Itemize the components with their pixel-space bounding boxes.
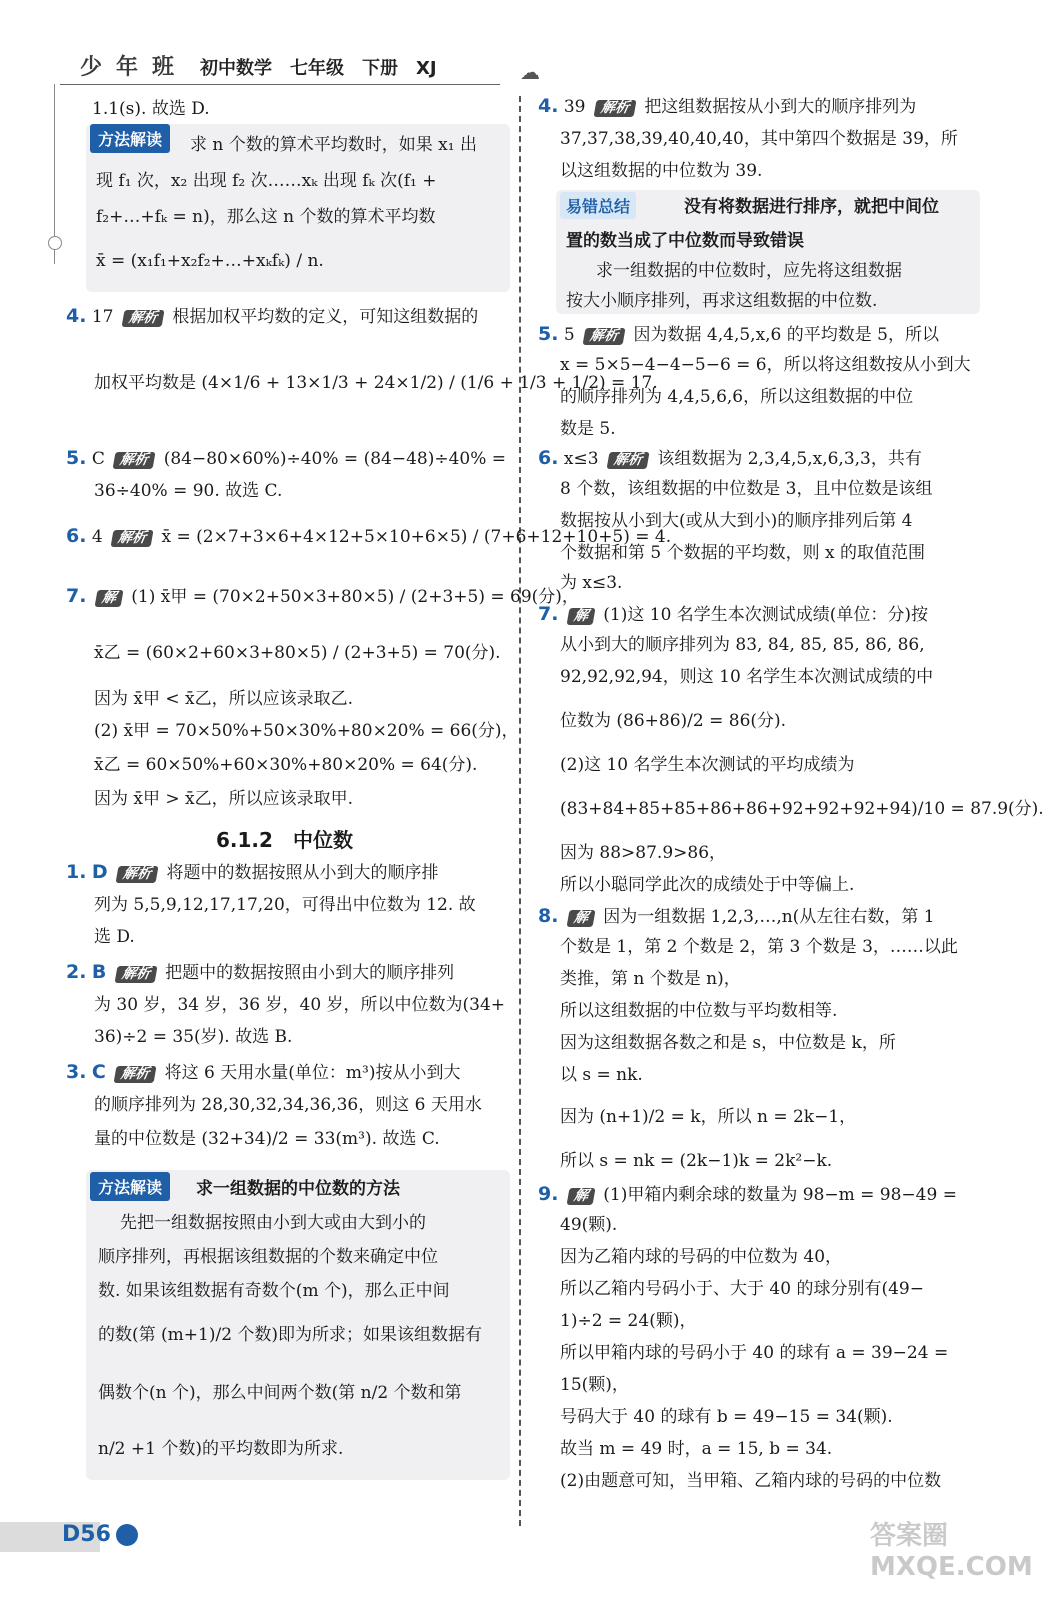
page-number: D56 [62,1522,111,1547]
r7-line-1: (1)这 10 名学生本次测试成绩(单位：分)按 [603,605,929,625]
q7-jie-tag: 解 [94,590,123,607]
s2-line-3: 36)÷2 = 35(岁). 故选 B. [94,1027,293,1047]
q5-answer: C [91,449,105,469]
r9-line-2: 49(颗). [560,1215,618,1235]
cloud-icon: ☁ [520,60,540,84]
s2-line-2: 为 30 岁，34 岁，36 岁，40 岁，所以中位数为(34+ [94,995,506,1015]
s1-line-3: 选 D. [94,927,135,947]
r7-line-5: (2)这 10 名学生本次测试的平均成绩为 [560,755,855,775]
r4-jiexi-tag: 解析 [593,100,636,117]
r6-line-3: 数据按从小到大(或从大到小)的顺序排列后第 4 [560,511,913,531]
method-box-1-line-2: 现 f₁ 次，x₂ 出现 f₂ 次……xₖ 出现 fₖ 次(f₁ + [96,171,437,191]
r4-number: 4. [538,95,559,117]
logo-char-3: 班 [152,55,175,80]
q7-line-4: (2) x̄甲 = 70×50%+50×30%+80×20% = 66(分)， [94,721,519,741]
s3-jiexi-tag: 解析 [114,1066,157,1083]
r8-line-2: 个数是 1，第 2 个数是 2，第 3 个数是 3，……以此 [560,937,958,957]
s1-line-1: 将题中的数据按照从小到大的顺序排 [166,863,439,883]
q7-number: 7. [66,585,87,607]
r7-line-6: (83+84+85+85+86+86+92+92+92+94)/10 = 87.9(分). [560,799,1044,819]
r8-number: 8. [538,905,559,927]
r8-line-8: 所以 s = nk = (2k−1)k = 2k²−k. [560,1151,833,1171]
watermark: 答案圈 MXQE.COM [870,1521,1033,1582]
s1-jiexi-tag: 解析 [116,866,159,883]
r5-line-2: x = 5×5−4−4−5−6 = 6，所以将这组数按从小到大 [560,355,971,375]
r6-line-2: 8 个数，该组数据的中位数是 3，且中位数是该组 [560,479,933,499]
q7-line-6: 因为 x̄甲 > x̄乙，所以应该录取甲. [94,789,354,809]
method-box-2-line-5: 偶数个(n 个)，那么中间两个数(第 n/2 个数和第 [98,1383,462,1403]
r5-block [538,324,939,345]
q6-number: 6. [66,525,87,547]
q7-block [66,586,579,607]
method-box-1-line-1: 求 n 个数的算术平均数时，如果 x₁ 出 [190,135,477,155]
s1-block [66,862,438,883]
q6-answer: 4 [91,527,103,547]
r7-line-3: 92,92,92,94，则这 10 名学生本次测试成绩的中 [560,667,934,687]
q4-block [66,306,478,327]
r8-line-1: 因为一组数据 1,2,3,…,n(从左往右数，第 1 [603,907,935,927]
r5-line-3: 的顺序排列为 4,4,5,6,6，所以这组数据的中位 [560,387,914,407]
yicuo-line-1: 没有将数据进行排序，就把中间位 [684,197,939,217]
method-box-2-line-2: 顺序排列，再根据该组数据的个数来确定中位 [98,1247,438,1267]
r6-line-4: 个数据和第 5 个数据的平均数，则 x 的取值范围 [560,543,926,563]
logo [60,48,210,80]
r6-answer: x≤3 [563,449,599,469]
q5-block [66,448,506,469]
logo-char-1: 少 [80,55,103,80]
r9-line-3: 因为乙箱内球的号码的中位数为 40， [560,1247,843,1267]
left-line-1: 1.1(s). 故选 D. [92,99,210,119]
q4-number: 4. [66,305,87,327]
r7-line-8: 所以小聪同学此次的成绩处于中等偏上. [560,875,855,895]
r9-line-1: (1)甲箱内剩余球的数量为 98−m = 98−49 = [603,1185,957,1205]
r9-line-4: 所以乙箱内号码小于、大于 40 的球分别有(49− [560,1279,924,1299]
r8-line-3: 类推，第 n 个数是 n)， [560,969,741,989]
r6-jiexi-tag: 解析 [606,452,649,469]
footer-circle-icon [116,1524,138,1546]
yicuo-line-2: 置的数当成了中位数而导致错误 [566,231,804,251]
q5-line-1: (84−80×60%)÷40% = (84−48)÷40% = [163,449,507,469]
r8-line-4: 所以这组数据的中位数与平均数相等. [560,1001,838,1021]
yicuo-tag: 易错总结 [560,192,636,219]
page-header [60,48,550,84]
logo-char-2: 年 [116,55,139,80]
r4-line-3: 以这组数据的中位数为 39. [560,161,763,181]
r8-block [538,906,935,927]
r9-line-6: 所以甲箱内球的号码小于 40 的球有 a = 39−24 = [560,1343,949,1363]
r6-block [538,448,922,469]
q5-line-2: 36÷40% = 90. 故选 C. [94,481,283,501]
method-box-2-title: 求一组数据的中位数的方法 [196,1179,400,1199]
method-box-2-line-4: 的数(第 (m+1)/2 个数)即为所求；如果该组数据有 [98,1325,483,1345]
q4-answer: 17 [91,307,114,327]
r5-answer: 5 [563,325,575,345]
r9-block [538,1184,957,1205]
r7-jie-tag: 解 [566,608,595,625]
s3-line-2: 的顺序排列为 28,30,32,34,36,36，则这 6 天用水 [94,1095,482,1115]
method-box-2-line-6: n/2 +1 个数)的平均数即为所求. [98,1439,344,1459]
r4-line-1: 把这组数据按从小到大的顺序排列为 [644,97,917,117]
yicuo-line-3: 求一组数据的中位数时，应先将这组数据 [596,261,902,281]
r5-jiexi-tag: 解析 [583,328,626,345]
r8-jie-tag: 解 [566,910,595,927]
q5-jiexi-tag: 解析 [113,452,156,469]
s1-number: 1. [66,861,87,883]
s2-answer: B [91,961,107,983]
method-box-2-line-1: 先把一组数据按照由小到大或由大到小的 [120,1213,426,1233]
s2-block [66,962,454,983]
q4-jiexi-tag: 解析 [121,310,164,327]
r8-line-5: 因为这组数据各数之和是 s，中位数是 k，所 [560,1033,896,1053]
r4-answer: 39 [563,97,586,117]
q7-line-2: x̄乙 = (60×2+60×3+80×5) / (2+3+5) = 70(分). [94,643,501,663]
r6-line-5: 为 x≤3. [560,573,623,593]
r7-line-4: 位数为 (86+86)/2 = 86(分). [560,711,787,731]
header-rule [60,84,500,85]
r8-line-7: 因为 (n+1)/2 = k，所以 n = 2k−1， [560,1107,857,1127]
q7-line-1: (1) x̄甲 = (70×2+50×3+80×5) / (2+3+5) = 69(分)， [131,587,579,607]
method-box-1-line-4: x̄ = (x₁f₁+x₂f₂+…+xₖfₖ) / n. [96,251,324,271]
r7-block [538,604,928,625]
r4-line-2: 37,37,38,39,40,40,40，其中第四个数据是 39，所 [560,129,958,149]
r6-number: 6. [538,447,559,469]
q6-jiexi-tag: 解析 [111,530,154,547]
s2-number: 2. [66,961,87,983]
r9-line-7: 15(颗)， [560,1375,629,1395]
method-box-2-tag: 方法解读 [90,1172,170,1201]
yicuo-line-4: 按大小顺序排列，再求这组数据的中位数. [566,291,878,311]
r9-line-5: 1)÷2 = 24(颗)， [560,1311,697,1331]
r6-line-1: 该组数据为 2,3,4,5,x,6,3,3，共有 [657,449,922,469]
r8-line-6: 以 s = nk. [560,1065,643,1085]
s2-line-1: 把题中的数据按照由小到大的顺序排列 [165,963,455,983]
method-box-1-tag: 方法解读 [90,124,170,153]
r5-line-1: 因为数据 4,4,5,x,6 的平均数是 5，所以 [633,325,939,345]
r9-jie-tag: 解 [566,1188,595,1205]
method-box-2-line-3: 数. 如果该组数据有奇数个(m 个)，那么正中间 [98,1281,450,1301]
r7-line-2: 从小到大的顺序排列为 83, 84, 85, 85, 86, 86, [560,635,925,655]
s3-block [66,1062,460,1083]
r7-line-7: 因为 88>87.9>86， [560,843,727,863]
s2-jiexi-tag: 解析 [114,966,157,983]
book-title: 初中数学 七年级 下册 XJ [200,58,437,79]
s3-line-1: 将这 6 天用水量(单位：m³)按从小到大 [164,1063,461,1083]
q5-number: 5. [66,447,87,469]
q6-formula: x̄ = (2×7+3×6+4×12+5×10+6×5) / (7+6+12+10+5) = 4. [161,527,672,547]
r9-line-8: 号码大于 40 的球有 b = 49−15 = 34(颗). [560,1407,893,1427]
q4-text: 根据加权平均数的定义，可知这组数据的 [172,307,479,327]
q7-line-5: x̄乙 = 60×50%+60×30%+80×20% = 64(分). [94,755,478,775]
r4-block [538,96,916,117]
r9-line-10: (2)由题意可知，当甲箱、乙箱内球的号码的中位数 [560,1471,942,1491]
r5-line-4: 数是 5. [560,419,616,439]
q4-formula: 加权平均数是 (4×1/6 + 13×1/3 + 24×1/2) / (1/6 + 1/3 + 1/2) = 17. [94,373,658,393]
r9-number: 9. [538,1183,559,1205]
s3-number: 3. [66,1061,87,1083]
s1-answer: D [91,861,108,883]
s1-line-2: 列为 5,5,9,12,17,17,20，可得出中位数为 12. 故 [94,895,476,915]
section-title: 6.1.2 中位数 [216,828,353,852]
s3-answer: C [91,1061,106,1083]
r7-number: 7. [538,603,559,625]
column-divider [519,96,521,1526]
s3-line-3: 量的中位数是 (32+34)/2 = 33(m³). 故选 C. [94,1129,440,1149]
border-knob-icon [48,236,62,250]
q7-line-3: 因为 x̄甲 < x̄乙，所以应该录取乙. [94,689,354,709]
r5-number: 5. [538,323,559,345]
method-box-1-line-3: f₂+…+fₖ = n)，那么这 n 个数的算术平均数 [96,207,436,227]
r9-line-9: 故当 m = 49 时，a = 15, b = 34. [560,1439,833,1459]
